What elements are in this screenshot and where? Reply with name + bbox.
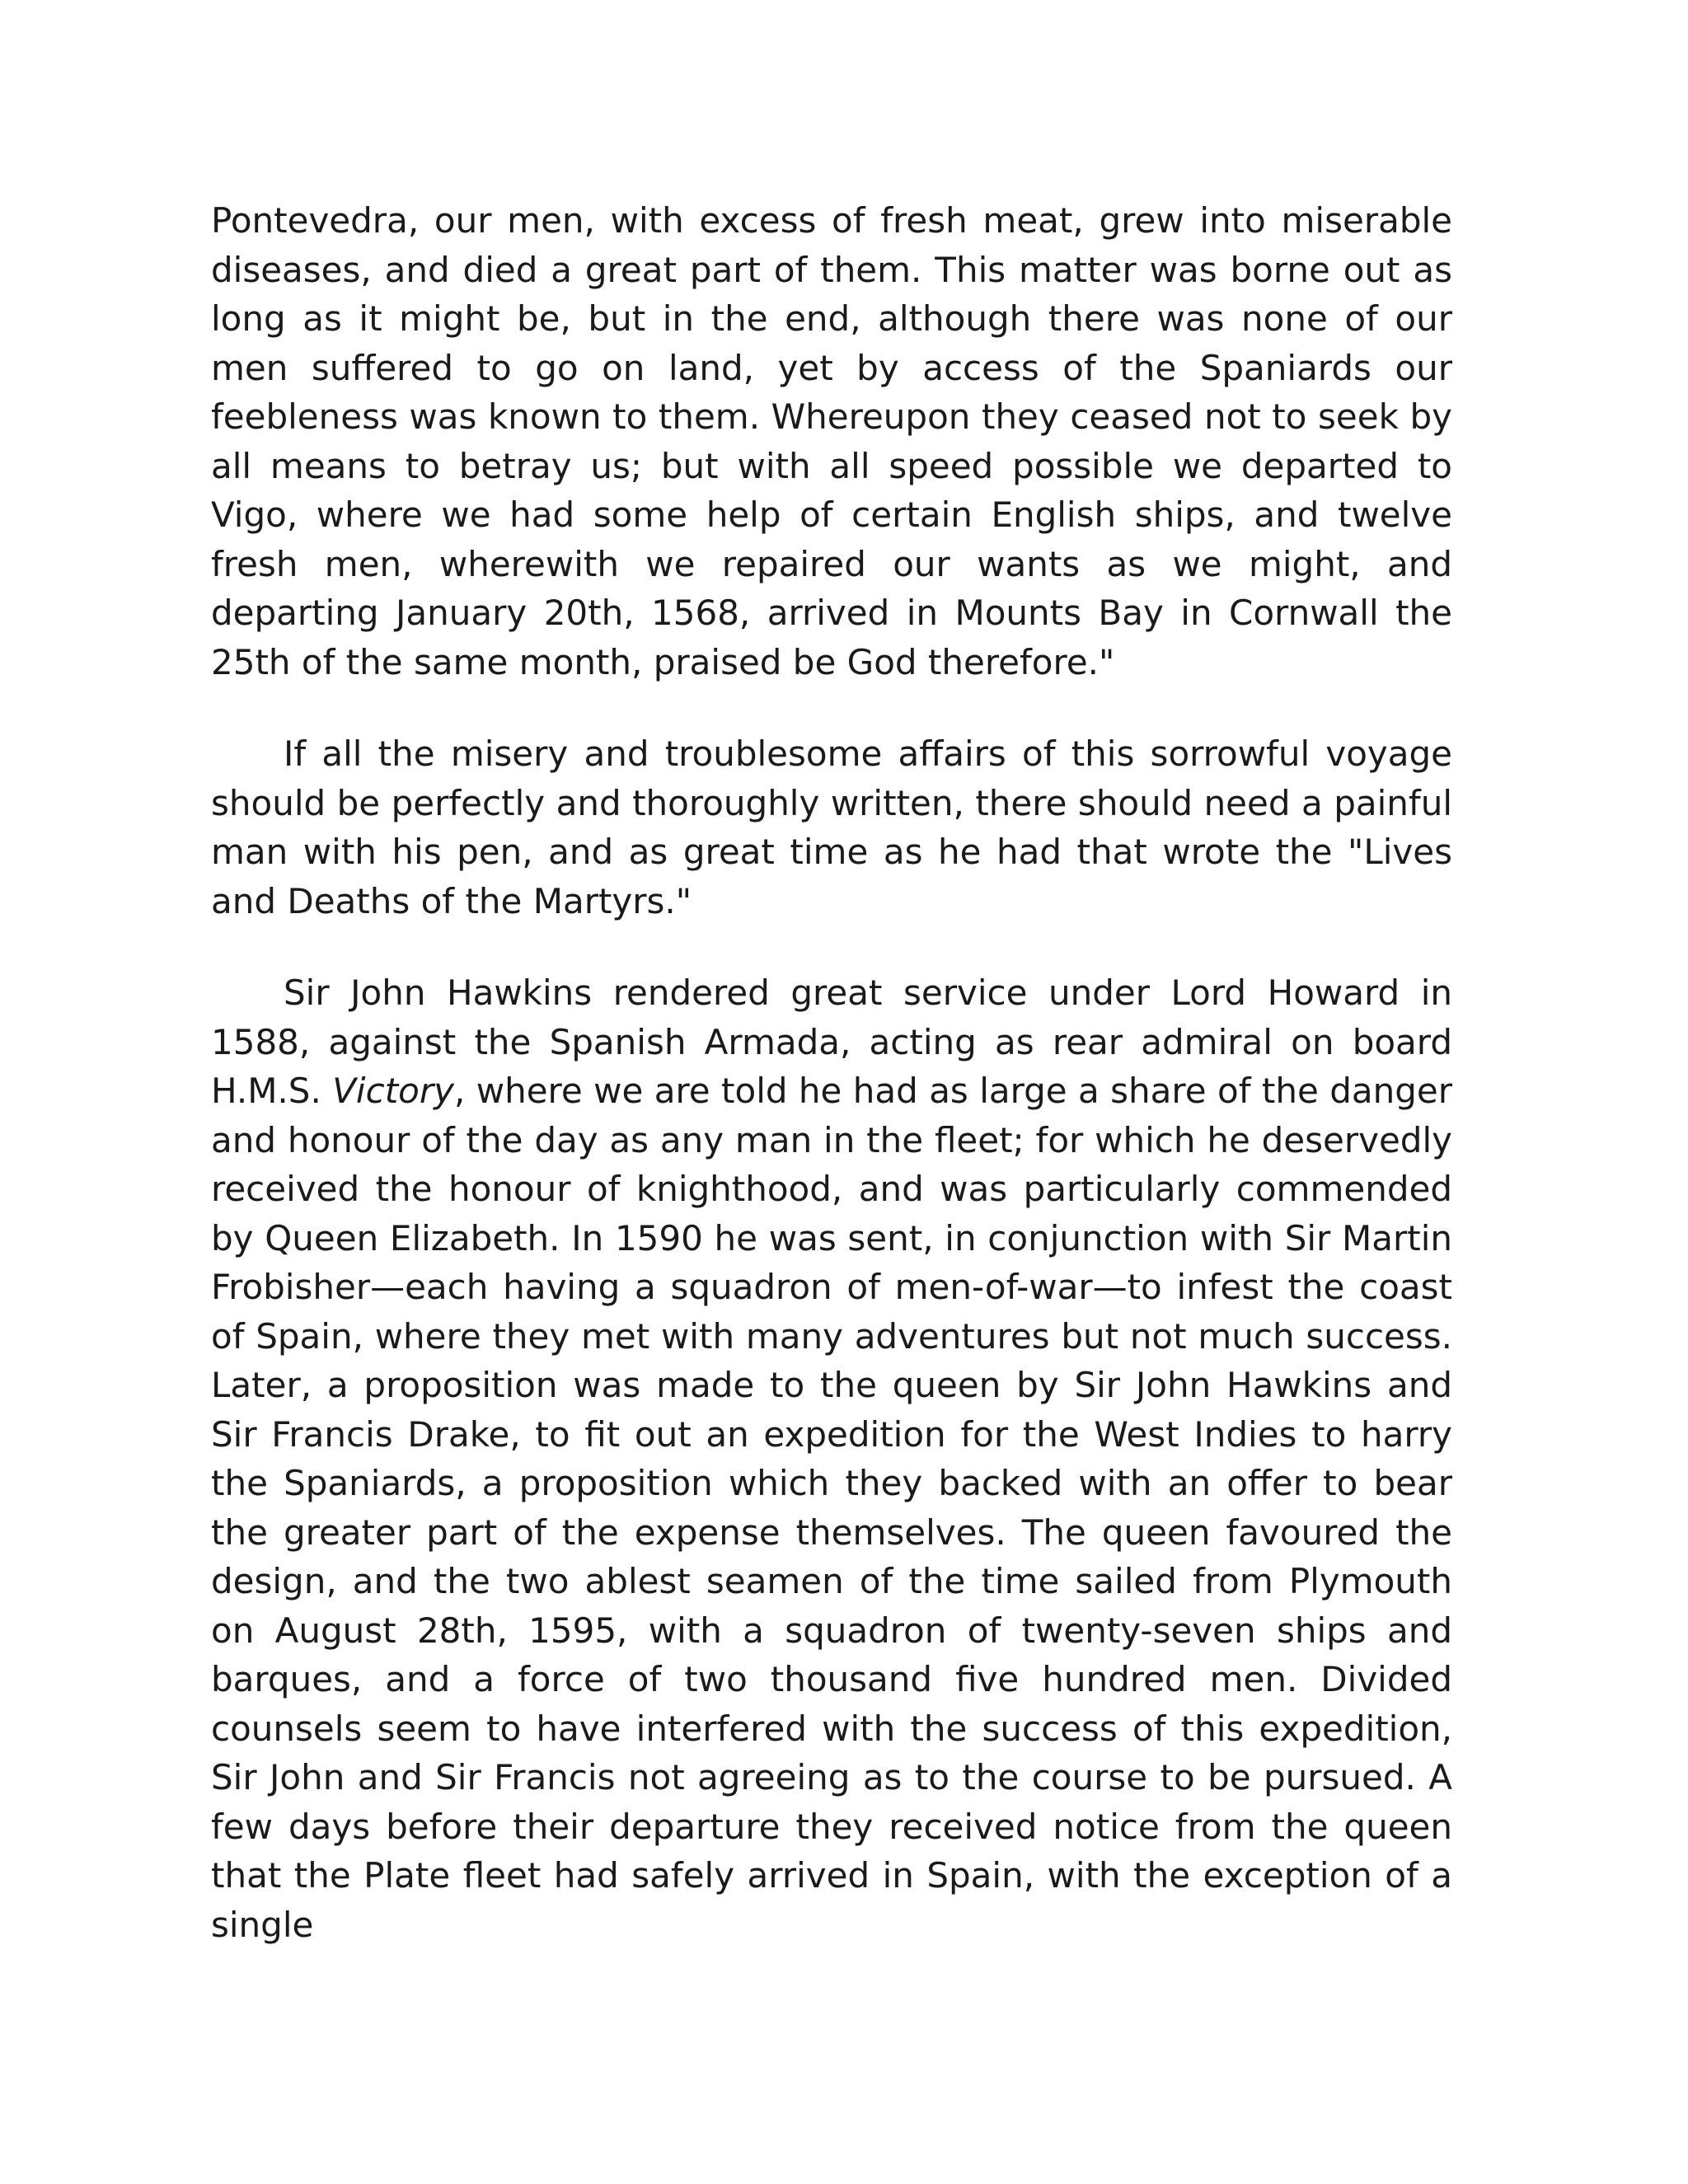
paragraph-3-part-1: Sir John Hawkins rendered great service under Lord Howard in 1588, against the Spanish Armada, acting as rear admiral on board H.M.S. bbox=[211, 972, 1452, 1111]
body-text bbox=[211, 196, 1452, 1949]
paragraph-3-part-2: , where we are told he had as large a share of the danger and honour of the day as any man in the fleet; for which he deservedly received the honour of knighthood, and was particularly commended by Queen Elizabeth. In 1590 he was sent, in conjunction with Sir Martin Frobisher—each having a squadron of men-of-war—to infest the coast of Spain, where they met with many adventures but not much success. Later, a proposition was made to the queen by Sir John Hawkins and Sir Francis Drake, to fit out an expedition for the West Indies to harry the Spaniards, a proposition which they backed with an offer to bear the greater part of the expense themselves. The queen favoured the design, and the two ablest seamen of the time sailed from Plymouth on August 28th, 1595, with a squadron of twenty-seven ships and barques, and a force of two thousand five hundred men. Divided counsels seem to have interfered with the success of this expedition, Sir John and Sir Francis not agreeing as to the course to be pursued. A few days before their departure they received notice from the queen that the Plate fleet had safely arrived in Spain, with the exception of a single bbox=[211, 1071, 1452, 1945]
ship-name-italic: Victory bbox=[332, 1071, 454, 1111]
paragraph-1: Pontevedra, our men, with excess of fresh meat, grew into miserable diseases, and died a great part of them. This matter was borne out as long as it might be, but in the end, although there was none of our men suffered to go on land, yet by access of the Spaniards our feebleness was known to them. Whereupon they ceased not to seek by all means to betray us; but with all speed possible we departed to Vigo, where we had some help of certain English ships, and twelve fresh men, wherewith we repaired our wants as we might, and departing January 20th, 1568, arrived in Mounts Bay in Cornwall the 25th of the same month, praised be God therefore." bbox=[211, 200, 1452, 682]
paragraph-2: If all the misery and troublesome affairs of this sorrowful voyage should be perfectly and thoroughly written, there should need a painful man with his pen, and as great time as he had that wrote the "Lives and Deaths of the Martyrs." bbox=[211, 733, 1452, 921]
paragraph-3 bbox=[211, 968, 1452, 1949]
